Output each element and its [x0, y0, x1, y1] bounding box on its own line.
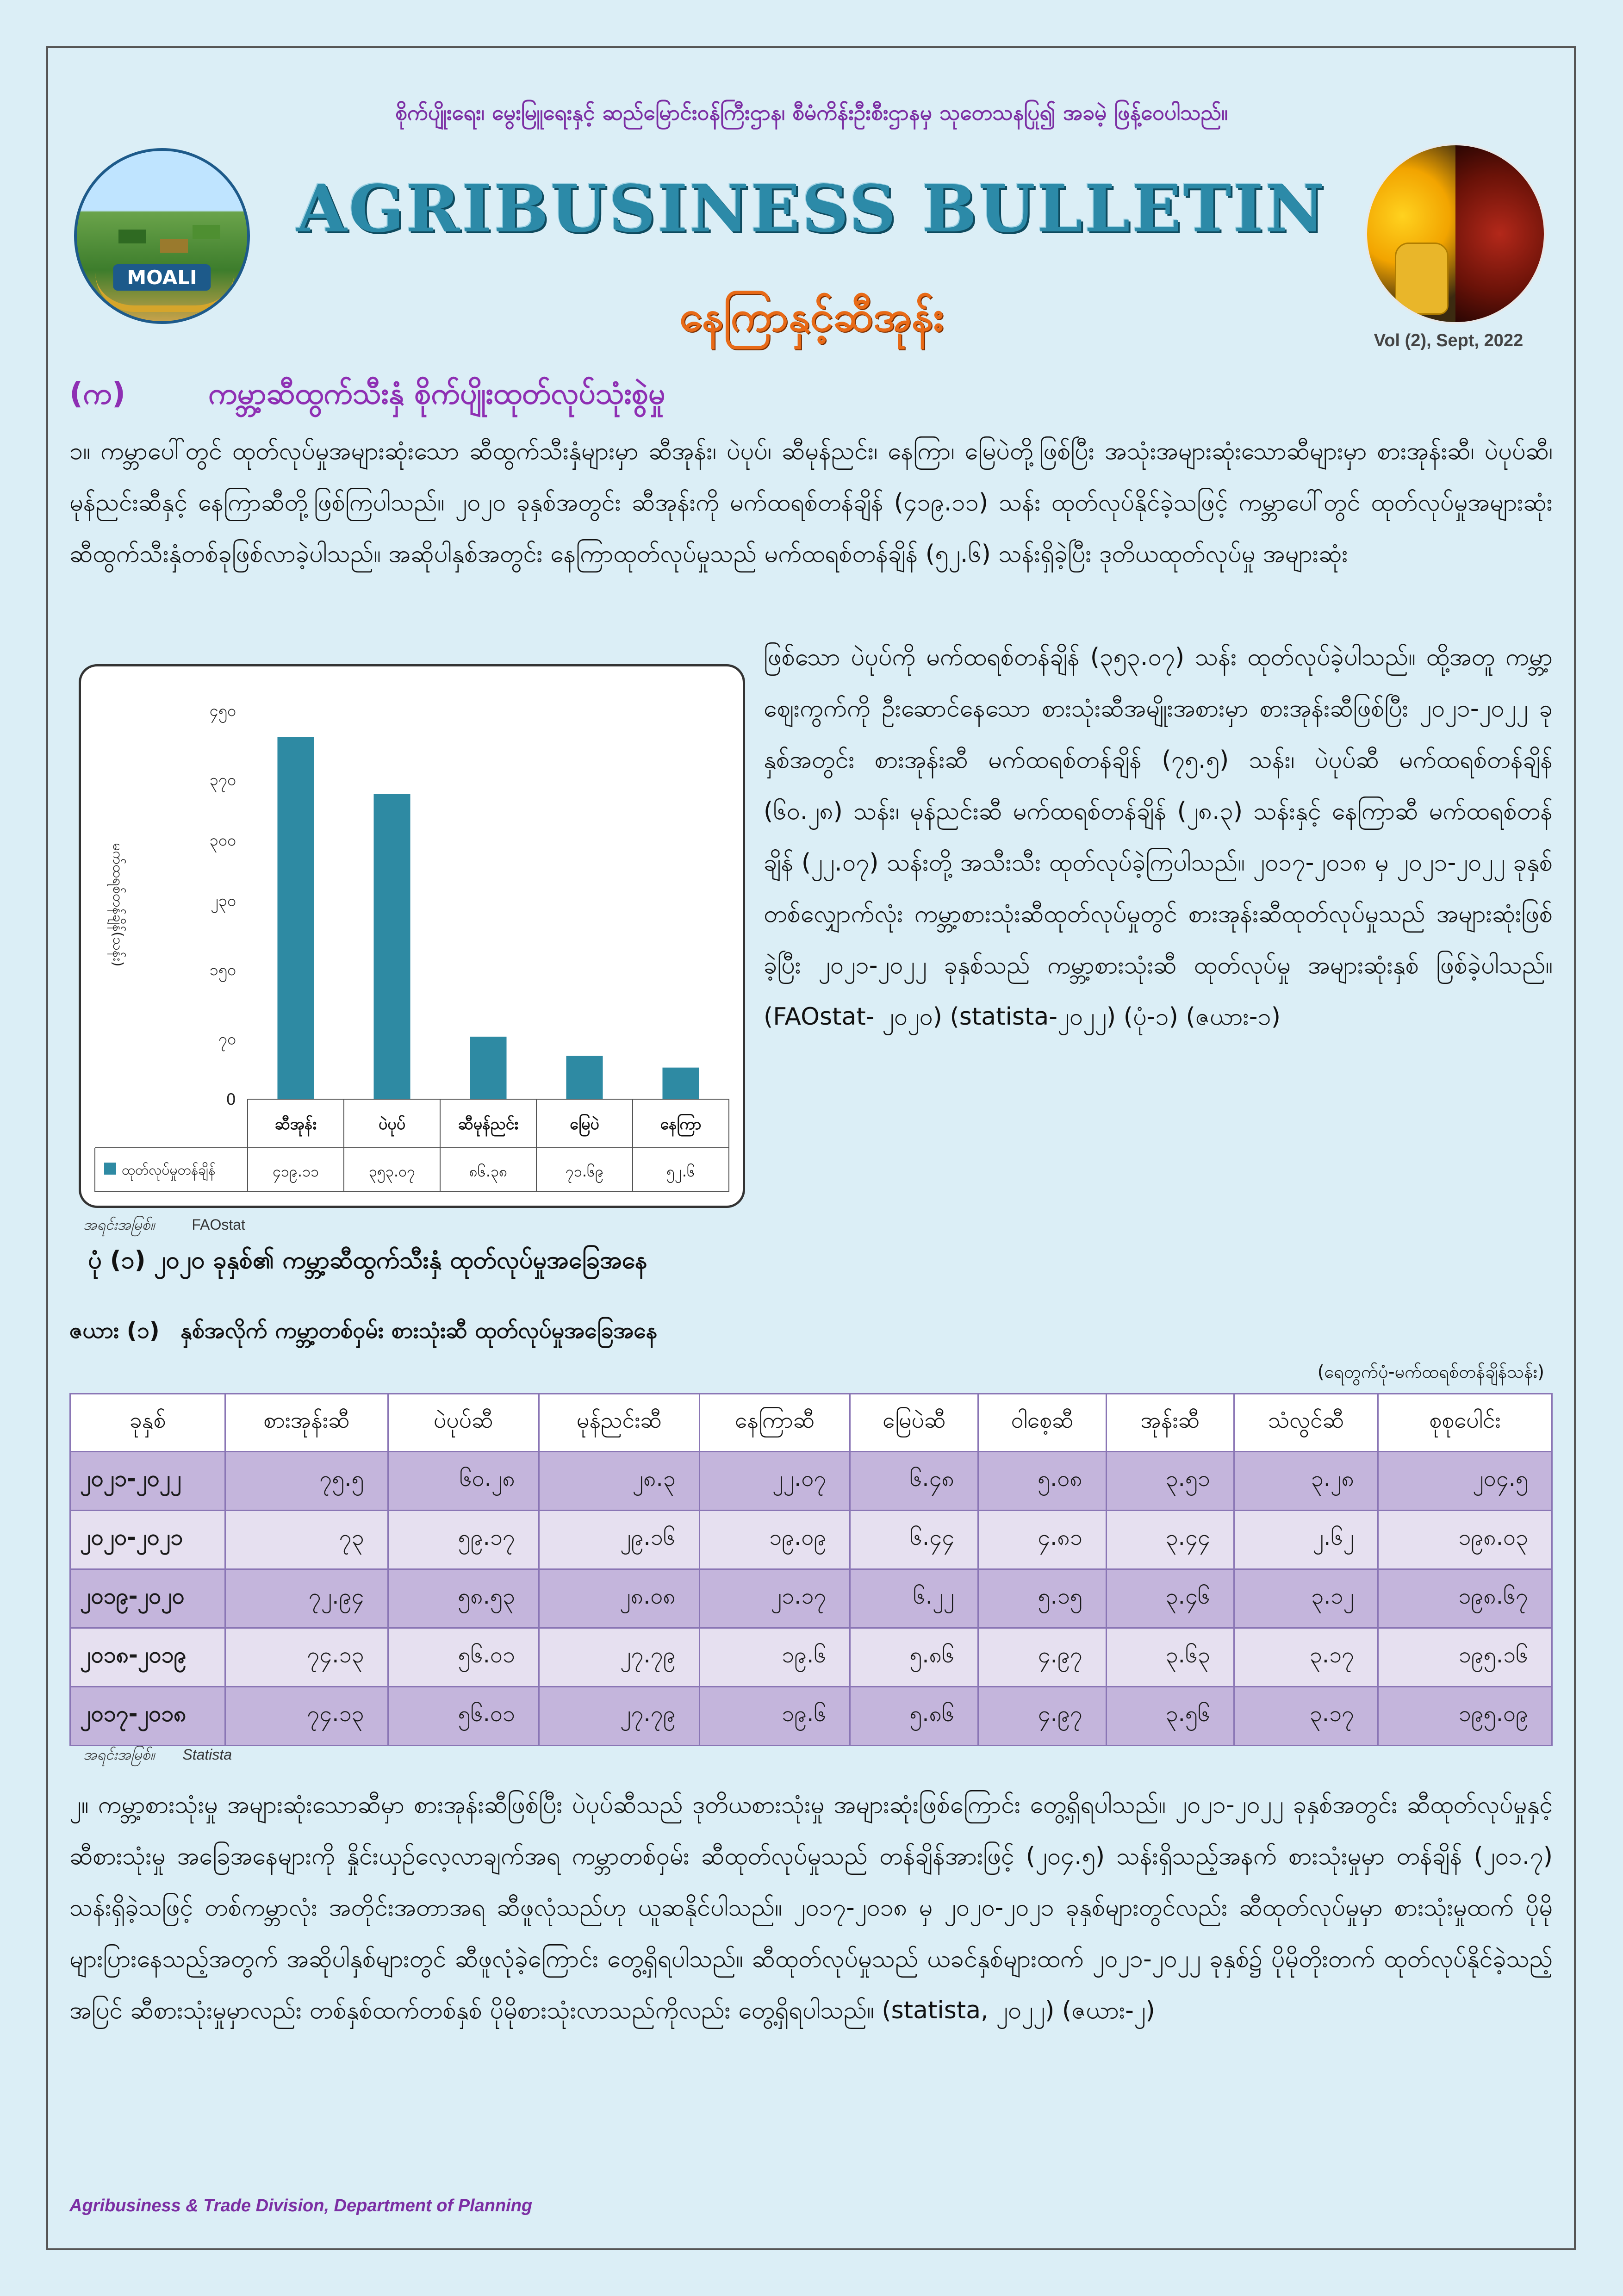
bar-0 — [277, 737, 314, 1099]
header-rapeseed-oil: မုန်ညင်းဆီ — [539, 1394, 699, 1452]
table-cell-year: ၂၀၁၉-၂၀၂၀ — [70, 1569, 225, 1628]
table-cell: ၇၅.၅ — [225, 1452, 388, 1511]
category-label: ပဲပုပ် — [378, 1115, 406, 1133]
table-cell: ၂၇.၇၉ — [539, 1628, 699, 1687]
sunflower-palm-oil-image — [1365, 143, 1546, 324]
table-title — [69, 1317, 657, 1349]
table-cell: ၇၃ — [225, 1511, 388, 1569]
table-header-row — [70, 1394, 1552, 1452]
table-cell: ၄.၉၇ — [978, 1687, 1107, 1746]
table-cell: ၅၈.၅၃ — [388, 1569, 539, 1628]
data-label: ၅၂.၆ — [666, 1163, 695, 1180]
table-cell: ၃.၁၇ — [1234, 1687, 1378, 1746]
table-cell: ၃.၅၆ — [1106, 1687, 1234, 1746]
header-soybean-oil: ပဲပုပ်ဆီ — [388, 1394, 539, 1452]
table-cell: ၆.၂၂ — [850, 1569, 978, 1628]
table-row — [70, 1687, 1552, 1746]
table-cell: ၇၂.၉၄ — [225, 1569, 388, 1628]
table-source-label: အရင်းအမြစ်။ — [83, 1746, 155, 1763]
header-peanut-oil: မြေပဲဆီ — [850, 1394, 978, 1452]
table-cell: ၁၉.၆ — [699, 1628, 850, 1687]
table-cell: ၃.၁၂ — [1234, 1569, 1378, 1628]
bar-4 — [662, 1068, 699, 1099]
table-source-value: Statista — [182, 1746, 232, 1763]
header-total: စုစုပေါင်း — [1378, 1394, 1552, 1452]
data-label: ၄၁၉.၁၁ — [272, 1163, 319, 1180]
table-cell-year: ၂၀၂၀-၂၀၂၁ — [70, 1511, 225, 1569]
table-cell: ၃.၄၆ — [1106, 1569, 1234, 1628]
table-cell: ၂၉.၁၆ — [539, 1511, 699, 1569]
table-cell: ၅.၁၅ — [978, 1569, 1107, 1628]
figure-caption: ပုံ (၁) ၂၀၂၀ ခုနှစ်၏ ကမ္ဘာ့ဆီထွက်သီးနှံ ထုတ်လုပ်မှုအခြေအနေ — [88, 1246, 647, 1274]
footer-division: Agribusiness & Trade Division, Department of Planning — [69, 2196, 533, 2215]
data-label: ၃၅၃.၀၇ — [368, 1163, 416, 1180]
category-label: ဆီအုန်း — [274, 1115, 317, 1133]
table-cell: ၇၄.၁၃ — [225, 1628, 388, 1687]
table-cell: ၂၈.၃ — [539, 1452, 699, 1511]
header-palm-oil: စားအုန်းဆီ — [225, 1394, 388, 1452]
y-tick-label: ၁၅၀ — [209, 961, 236, 979]
volume-label: Vol (2), Sept, 2022 — [1374, 331, 1524, 350]
table-number: ဇယား (၁) — [69, 1318, 160, 1344]
table-row — [70, 1628, 1552, 1687]
bar-1 — [373, 794, 410, 1099]
table-cell-year: ၂၀၂၁-၂၀၂၂ — [70, 1452, 225, 1511]
table-cell: ၅၆.၀၁ — [388, 1687, 539, 1746]
table-cell-year: ၂၀၁၈-၂၀၁၉ — [70, 1628, 225, 1687]
paragraph-2: ၂။ ကမ္ဘာ့စားသုံးမှု အများဆုံးသောဆီမှာ စားအုန်းဆီဖြစ်ပြီး ပဲပုပ်ဆီသည် ဒုတိယစားသုံးမှု အများဆုံးဖြစ်ကြောင်း တွေ့ရှိရပါသည်။ ၂၀၂၁-၂၀၂၂ ခုနှစ်အတွင်း ဆီထုတ်လုပ်မှုနှင့် ဆီစားသုံးမှု အခြေအနေများကို နှိုင်းယှဉ်လေ့လာချက်အရ ကမ္ဘာတစ်ဝှမ်း ဆီထုတ်လုပ်မှုသည် တန်ချိန်အားဖြင့် (၂၀၄.၅) သန်းရှိသည့်အနက် စားသုံးမှုမှာ တန်ချိန် (၂၀၁.၇) သန်းရှိခဲ့သဖြင့် တစ်ကမ္ဘာလုံး အတိုင်းအတာအရ ဆီဖူလုံသည်ဟု ယူဆနိုင်ပါသည်။ ၂၀၁၇-၂၀၁၈ မှ ၂၀၂၀-၂၀၂၁ ခုနှစ်များတွင်လည်း ဆီထုတ်လုပ်မှုမှာ စားသုံးမှုထက် ပိုမိုများပြားနေသည့်အတွက် အဆိုပါနှစ်များတွင် ဆီဖူလုံခဲ့ကြောင်း တွေ့ရှိရပါသည်။ ဆီထုတ်လုပ်မှုသည် ယခင်နှစ်များထက် ၂၀၂၁-၂၀၂၂ ခုနှစ်၌ ပိုမိုတိုးတက် ထုတ်လုပ်နိုင်ခဲ့သည့်အပြင် ဆီစားသုံးမှုမှာလည်း တစ်နှစ်ထက်တစ်နှစ် ပိုမိုစားသုံးလာသည်ကိုလည်း တွေ့ရှိရပါသည်။ (statista, ၂၀၂၂) (ဇယား-၂) — [69, 1791, 1553, 2024]
legend-label: ထုတ်လုပ်မှုတန်ချိန် — [122, 1162, 216, 1178]
table-cell: ၅၆.၀၁ — [388, 1628, 539, 1687]
section-heading — [69, 375, 665, 418]
bulletin-title: AGRIBUSINESS BULLETIN — [296, 171, 1327, 247]
table-cell-year: ၂၀၁၇-၂၀၁၈ — [70, 1687, 225, 1746]
table-source — [83, 1745, 232, 1767]
chart-source-label: အရင်းအမြစ်။ — [83, 1216, 155, 1233]
table-cell: ၁၉၅.၁၆ — [1378, 1628, 1552, 1687]
table-cell: ၁၉.၆ — [699, 1687, 850, 1746]
table-cell: ၂.၆၂ — [1234, 1511, 1378, 1569]
header-coconut-oil: အုန်းဆီ — [1106, 1394, 1234, 1452]
header-year: ခုနှစ် — [70, 1394, 225, 1452]
table-row — [70, 1511, 1552, 1569]
publisher-line: စိုက်ပျိုးရေး၊ မွေးမြူရေးနှင့် ဆည်မြောင်းဝန်ကြီးဌာန၊ စီမံကိန်းဦးစီးဌာနမှ သုတေသနပြု၍ အခမဲ့ ဖြန့်ဝေပါသည်။ — [395, 100, 1228, 125]
y-axis-title: မက်ထရစ်တန်ချိန်(သန်း) — [110, 843, 126, 967]
y-tick-label: ၃၀၀ — [209, 831, 236, 850]
table-row — [70, 1569, 1552, 1628]
production-bar-chart — [79, 664, 745, 1208]
table-cell: ၃.၆၃ — [1106, 1628, 1234, 1687]
y-tick-label: ၄၅၀ — [209, 702, 236, 720]
table-cell: ၆.၄၄ — [850, 1511, 978, 1569]
moali-logo-text: MOALI — [113, 264, 211, 291]
table-cell: ၆.၄၈ — [850, 1452, 978, 1511]
data-label: ၇၁.၆၉ — [565, 1163, 604, 1180]
table-cell: ၃.၅၁ — [1106, 1452, 1234, 1511]
table-cell: ၂၂.၀၇ — [699, 1452, 850, 1511]
table-cell: ၄.၉၇ — [978, 1628, 1107, 1687]
header-sunflower-oil: နေကြာဆီ — [699, 1394, 850, 1452]
table-cell: ၁၉.၀၉ — [699, 1511, 850, 1569]
table-cell: ၁၉၈.၀၃ — [1378, 1511, 1552, 1569]
production-table — [69, 1393, 1553, 1746]
chart-source — [83, 1215, 245, 1237]
y-tick-label: 0 — [226, 1090, 236, 1109]
y-tick-label: ၇၀ — [218, 1030, 236, 1049]
bar-2 — [470, 1037, 506, 1099]
y-tick-label: ၂၃၀ — [211, 891, 236, 910]
category-label: မြေပဲ — [570, 1115, 599, 1133]
table-cell: ၁၉၅.၀၉ — [1378, 1687, 1552, 1746]
table-cell: ၁၉၈.၆၇ — [1378, 1569, 1552, 1628]
legend-swatch — [104, 1163, 116, 1175]
table-cell: ၅.၀၈ — [978, 1452, 1107, 1511]
bulletin-subtitle: နေကြာနှင့်ဆီအုန်း — [679, 292, 944, 341]
table-row — [70, 1452, 1552, 1511]
category-label: ဆီမုန်ညင်း — [458, 1115, 519, 1133]
paragraph-1-right: ဖြစ်သော ပဲပုပ်ကို မက်ထရစ်တန်ချိန် (၃၅၃.၀၇) သန်း ထုတ်လုပ်ခဲ့ပါသည်။ ထို့အတူ ကမ္ဘာ့ဈေးကွက်ကို ဦးဆောင်နေသော စားသုံးဆီအမျိုးအစားမှာ စားအုန်းဆီဖြစ်ပြီး ၂၀၂၁-၂၀၂၂ ခုနှစ်အတွင်း စားအုန်းဆီ မက်ထရစ်တန်ချိန် (၇၅.၅) သန်း၊ ပဲပုပ်ဆီ မက်ထရစ်တန်ချိန် (၆၀.၂၈) သန်း၊ မုန်ညင်းဆီ မက်ထရစ်တန်ချိန် (၂၈.၃) သန်းနှင့် နေကြာဆီ မက်ထရစ်တန်ချိန် (၂၂.၀၇) သန်းတို့ အသီးသီး ထုတ်လုပ်ခဲ့ကြပါသည်။ ၂၀၁၇-၂၀၁၈ မှ ၂၀၂၁-၂၀၂၂ ခုနှစ်တစ်လျှောက်လုံး ကမ္ဘာ့စားသုံးဆီထုတ်လုပ်မှုတွင် စားအုန်းဆီထုတ်လုပ်မှုသည် အများဆုံးဖြစ်ခဲ့ပြီး ၂၀၂၁-၂၀၂၂ ခုနှစ်သည် ကမ္ဘာ့စားသုံးဆီ ထုတ်လုပ်မှု အများဆုံးနှစ် ဖြစ်ခဲ့ပါသည်။ (FAOstat- ၂၀၂၀) (statista-၂၀၂၂) (ပုံ-၁) (ဇယား-၁) — [764, 643, 1553, 1031]
table-cell: ၃.၄၄ — [1106, 1511, 1234, 1569]
table-cell: ၂၈.၀၈ — [539, 1569, 699, 1628]
chart-svg — [81, 666, 743, 1206]
section-title: ကမ္ဘာ့ဆီထွက်သီးနှံ စိုက်ပျိုးထုတ်လုပ်သုံးစွဲမှု — [208, 377, 665, 411]
table-cell: ၂၁.၁၇ — [699, 1569, 850, 1628]
chart-source-value: FAOstat — [192, 1216, 245, 1233]
category-label: နေကြာ — [660, 1115, 702, 1133]
data-label: ၈၆.၃၈ — [469, 1163, 508, 1180]
table-cell: ၂၀၄.၅ — [1378, 1452, 1552, 1511]
table-cell: ၃.၁၇ — [1234, 1628, 1378, 1687]
y-tick-label: ၃၇၀ — [209, 771, 236, 790]
header-olive-oil: သံလွင်ဆီ — [1234, 1394, 1378, 1452]
paragraph-1-top: ၁။ ကမ္ဘာပေါ်တွင် ထုတ်လုပ်မှုအများဆုံးသော ဆီထွက်သီးနှံများမှာ ဆီအုန်း၊ ပဲပုပ်၊ ဆီမုန်ညင်း၊ နေကြာ၊ မြေပဲတို့ဖြစ်ပြီး အသုံးအများဆုံးသောဆီများမှာ စားအုန်းဆီ၊ ပဲပုပ်ဆီ၊ မုန်ညင်းဆီနှင့် နေကြာဆီတို့ဖြစ်ကြပါသည်။ ၂၀၂၀ ခုနှစ်အတွင်း ဆီအုန်းကို မက်ထရစ်တန်ချိန် (၄၁၉.၁၁) သန်း ထုတ်လုပ်နိုင်ခဲ့သဖြင့် ကမ္ဘာပေါ်တွင် ထုတ်လုပ်မှုအများဆုံး ဆီထွက်သီးနှံတစ်ခုဖြစ်လာခဲ့ပါသည်။ အဆိုပါနှစ်အတွင်း နေကြာထုတ်လုပ်မှုသည် မက်ထရစ်တန်ချိန် (၅၂.၆) သန်းရှိခဲ့ပြီး ဒုတိယထုတ်လုပ်မှု အများဆုံး — [69, 437, 1553, 568]
table-cell: ၅.၈၆ — [850, 1628, 978, 1687]
table-title-text: နှစ်အလိုက် ကမ္ဘာ့တစ်ဝှမ်း စားသုံးဆီ ထုတ်လုပ်မှုအခြေအနေ — [180, 1318, 658, 1344]
section-number: (က) — [69, 377, 126, 411]
table-cell: ၃.၂၈ — [1234, 1452, 1378, 1511]
bar-3 — [566, 1056, 603, 1099]
header-cottonseed-oil: ဝါစေ့ဆီ — [978, 1394, 1107, 1452]
table-cell: ၄.၈၁ — [978, 1511, 1107, 1569]
table-cell: ၇၄.၁၃ — [225, 1687, 388, 1746]
table-cell: ၆၀.၂၈ — [388, 1452, 539, 1511]
table-cell: ၂၇.၇၉ — [539, 1687, 699, 1746]
table-cell: ၅၉.၁၇ — [388, 1511, 539, 1569]
table-unit-note: (ရေတွက်ပုံ-မက်ထရစ်တန်ချိန်သန်း) — [1317, 1362, 1544, 1382]
table-cell: ၅.၈၆ — [850, 1687, 978, 1746]
